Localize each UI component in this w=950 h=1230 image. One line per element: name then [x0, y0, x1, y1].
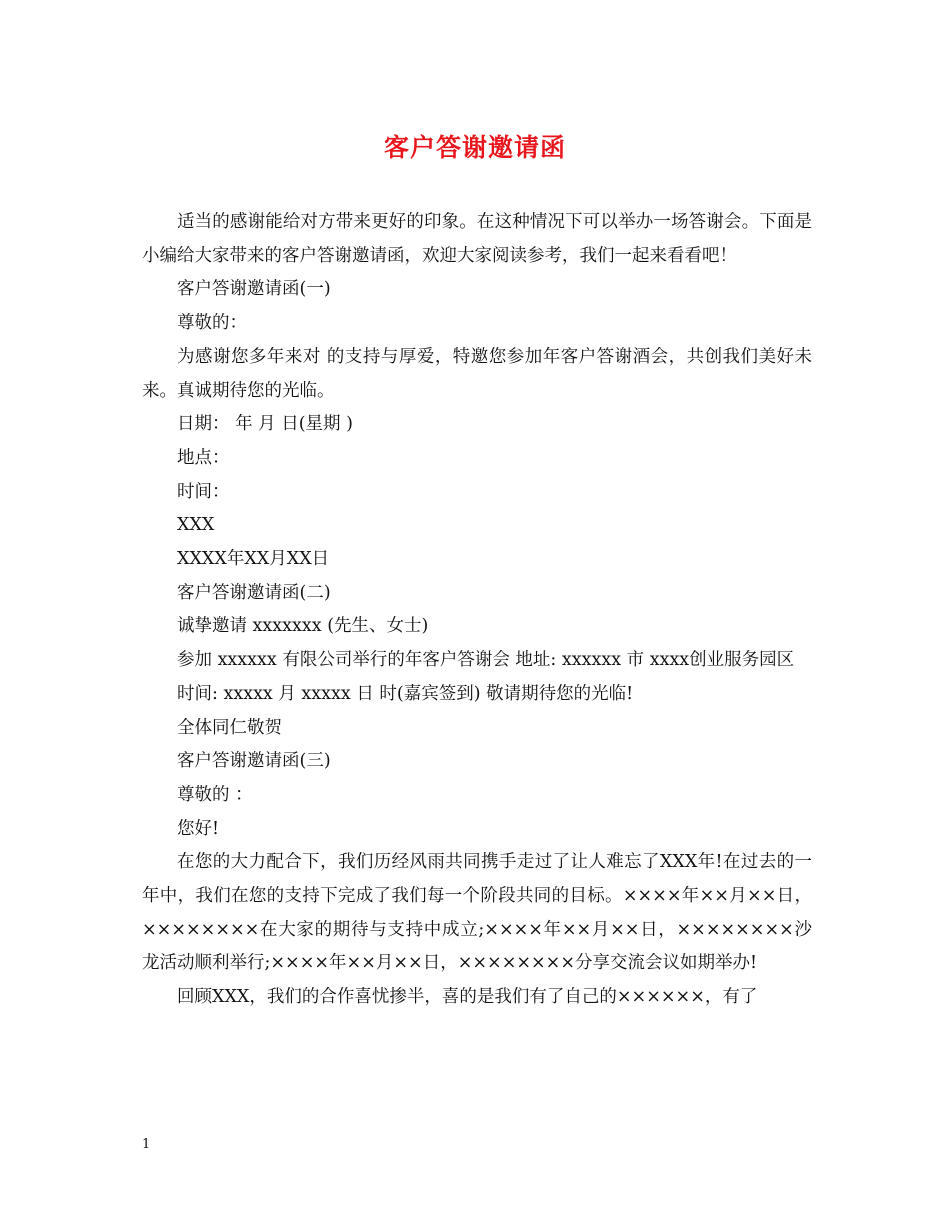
page-number: 1	[142, 1137, 151, 1152]
intro-paragraph: 适当的感谢能给对方带来更好的印象。在这种情况下可以举办一场答谢会。下面是小编给大家带来的客户答谢邀请函，欢迎大家阅读参考，我们一起来看看吧！	[142, 212, 812, 266]
invitee-line: 诚挚邀请 xxxxxxx (先生、女士)	[177, 616, 429, 637]
event-time-line: 时间: xxxxx 月 xxxxx 日 时(嘉宾签到) 敬请期待您的光临!	[177, 683, 634, 704]
time-line: 时间：	[177, 481, 230, 502]
location-line: 地点：	[177, 447, 230, 468]
invitation-paragraph-1: 为感谢您多年来对 的支持与厚爱，特邀您参加年客户答谢酒会，共创我们美好未来。真诚期待您的光临。	[142, 346, 812, 401]
greeting-line: 您好!	[177, 818, 220, 839]
review-paragraph: 在您的大力配合下，我们历经风雨共同携手走过了让人难忘了XXX年!在过去的一年中，我们在您的支持下完成了我们每一个阶段共同的目标。××××年××月××日，××××××××在大家的期待与支持中成立;××××年××月××日，××××××××沙龙活动顺利举行;××××年××月××日，××××××××分享交流会议如期举办!	[142, 852, 812, 974]
salutation-1: 尊敬的：	[177, 313, 247, 334]
document-title: 客户答谢邀请函	[383, 133, 566, 162]
closing-line: 全体同仁敬贺	[177, 717, 282, 738]
event-address-line: 参加 xxxxxx 有限公司举行的年客户答谢会 地址: xxxxxx 市 xxxx创业服务园区	[177, 650, 795, 671]
retrospect-paragraph: 回顾XXX，我们的合作喜忧掺半，喜的是我们有了自己的××××××，有了	[177, 987, 758, 1008]
section-heading-1: 客户答谢邀请函(一)	[177, 279, 331, 300]
salutation-3: 尊敬的 ：	[177, 784, 253, 805]
date-line: 日期： 年 月 日(星期 )	[177, 414, 353, 435]
section-heading-2: 客户答谢邀请函(二)	[177, 582, 331, 603]
signature-date: XXXX年XX月XX日	[177, 549, 330, 570]
document-body	[142, 206, 812, 1015]
section-heading-3: 客户答谢邀请函(三)	[177, 751, 331, 772]
signature-name: XXX	[177, 515, 215, 536]
